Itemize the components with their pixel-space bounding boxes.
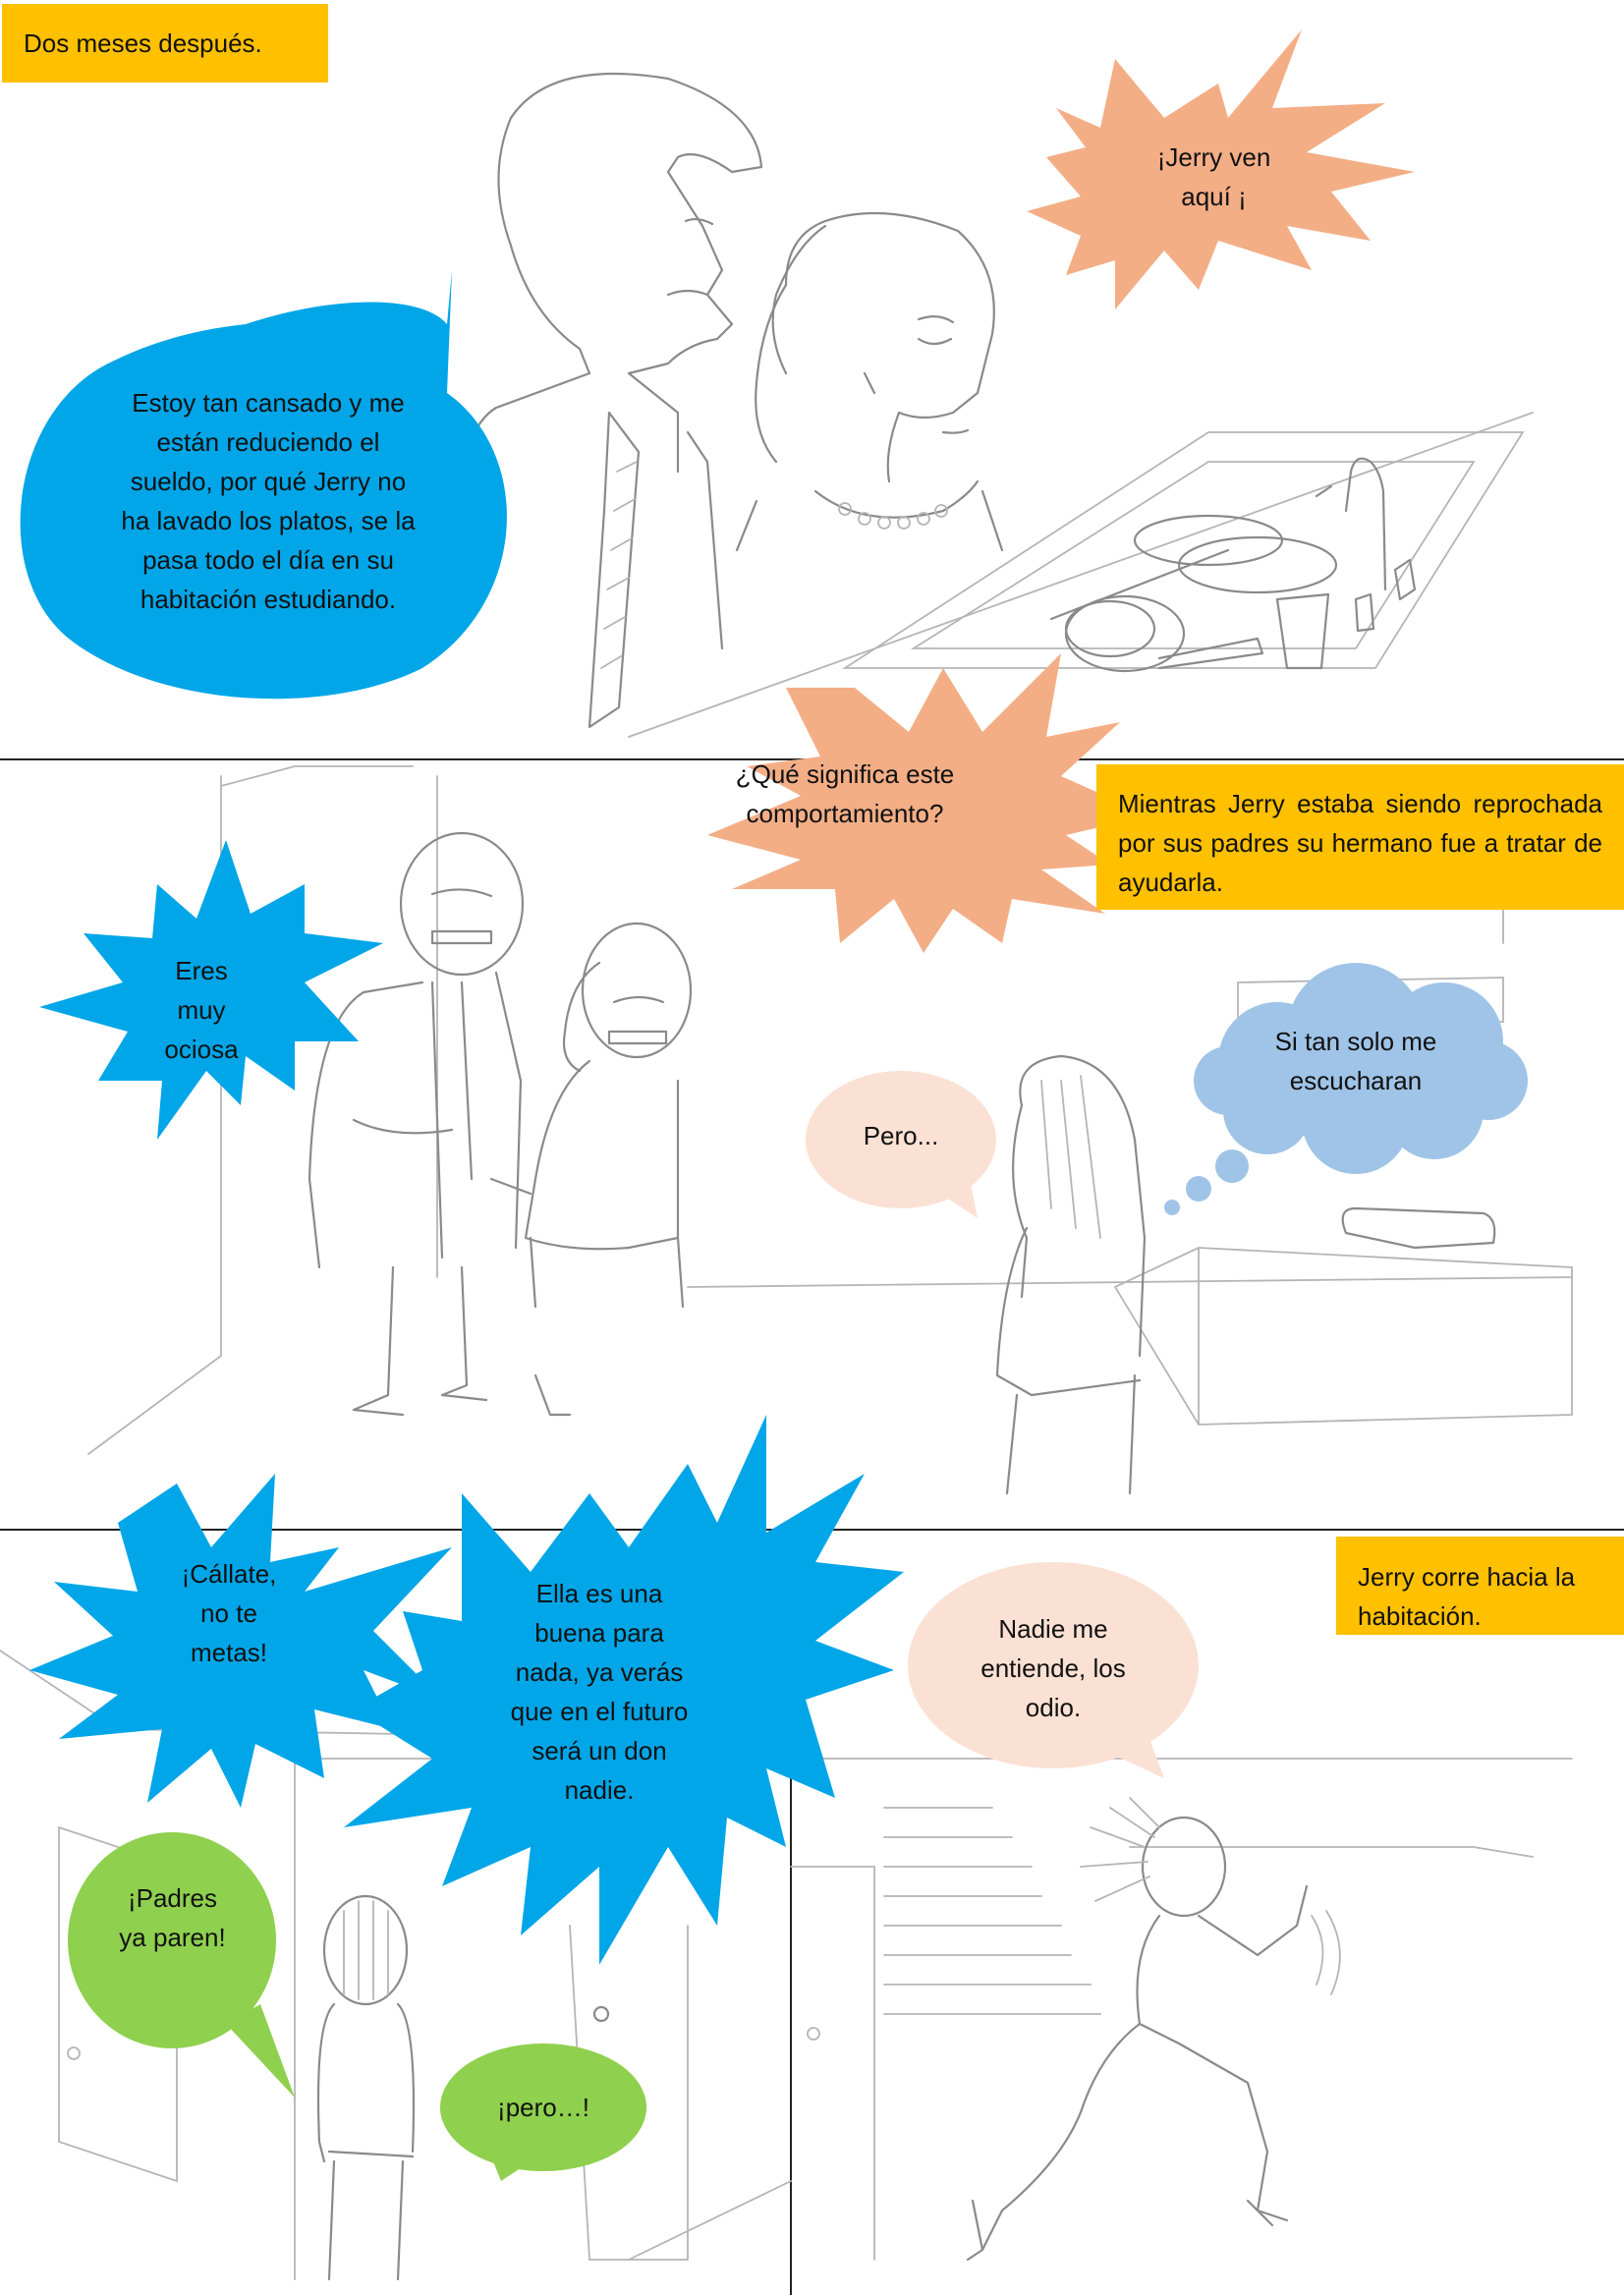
caption-two-months-later	[2, 4, 328, 83]
caption-jerry-runs	[1336, 1537, 1624, 1635]
mother-figure-2	[526, 924, 691, 1415]
caption-text: Mientras Jerry estaba siendo reprochada por sus padres su hermano fue a tratar de ayudarla.	[1118, 789, 1602, 897]
mother-figure	[737, 213, 1002, 550]
mother-shout-text: ¡Jerry ven aquí ¡	[1156, 142, 1271, 211]
brother-speech-text: ¡Padres ya paren!	[119, 1883, 226, 1952]
panel-4-hallway	[791, 1759, 1572, 2260]
caption-text: Dos meses después.	[24, 28, 262, 58]
lazy-shout-text: Eres muy ociosa	[164, 956, 239, 1064]
brother-figure	[318, 1896, 414, 2279]
jerry-figure	[997, 1056, 1145, 1493]
caption-brother-helps	[1096, 764, 1624, 910]
kitchen-sink	[629, 413, 1533, 737]
caption-text: Jerry corre hacia la habitación.	[1358, 1562, 1576, 1631]
pero-speech-text: Pero...	[863, 1121, 939, 1150]
brother-speech-balloon-shape	[68, 1832, 295, 2098]
question-shout-text: ¿Qué significa este comportamiento?	[735, 759, 955, 828]
thought-text: Si tan solo me escucharan	[1274, 1027, 1437, 1095]
father-speech-text: Estoy tan cansado y me están reduciendo el sueldo, por qué Jerry no ha lavado los platos, se la pasa todo el día en su habitación estudiando.	[121, 388, 416, 614]
father-figure-2	[309, 833, 531, 1415]
buena-para-nada-shout-text: Ella es una buena para nada, ya verás que en el futuro será un don nadie.	[510, 1579, 689, 1805]
father-figure	[462, 74, 761, 727]
pero-2-speech-text: ¡pero…!	[497, 2093, 589, 2122]
callate-shout-text: ¡Cállate, no te metas!	[181, 1559, 277, 1667]
jerry-speech-text: Nadie me entiende, los odio.	[980, 1614, 1126, 1722]
